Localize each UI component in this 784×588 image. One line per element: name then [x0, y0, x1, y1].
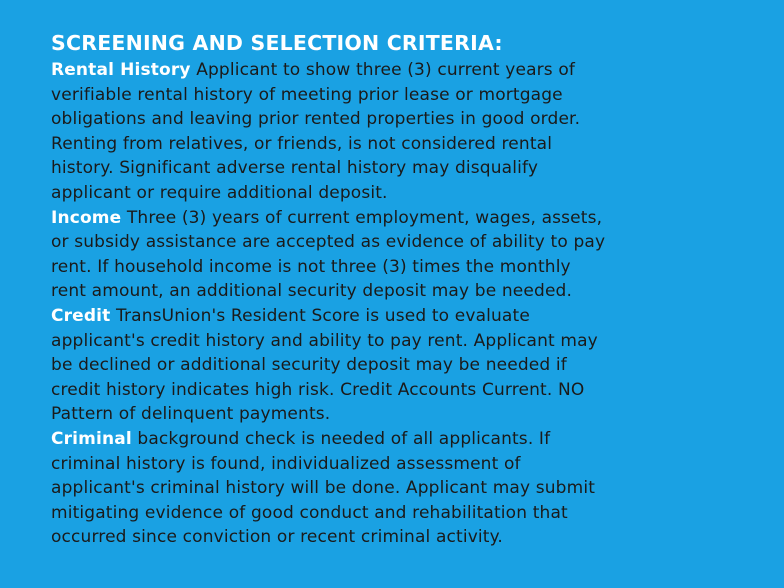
section-income [51, 206, 744, 304]
section-text-line: credit history indicates high risk. Credit Accounts Current. NO [51, 379, 585, 400]
section-text-line: occurred since conviction or recent criminal activity. [51, 527, 503, 548]
section-text-line: Three (3) years of current employment, wages, assets, [126, 207, 603, 228]
section-text-line: background check is needed of all applicants. If [137, 428, 551, 449]
section-text-line: obligations and leaving prior rented properties in good order. [51, 109, 581, 130]
section-label: Rental History [51, 60, 191, 80]
section-text-line: applicant's criminal history will be done. Applicant may submit [51, 478, 596, 499]
section-text-line: Renting from relatives, or friends, is not considered rental [51, 133, 553, 154]
section-text-line: history. Significant adverse rental history may disqualify [51, 158, 539, 179]
section-text-line: Pattern of delinquent payments. [51, 404, 331, 425]
section-text-line: applicant's credit history and ability to pay rent. Applicant may [51, 330, 598, 351]
section-text-line: mitigating evidence of good conduct and rehabilitation that [51, 502, 568, 523]
section-text-line: be declined or additional security deposit may be needed if [51, 355, 567, 376]
section-first-line [51, 206, 744, 231]
section-first-line [51, 427, 744, 452]
section-first-line [51, 58, 744, 83]
section-first-line [51, 304, 744, 329]
section-text-line: applicant or require additional deposit. [51, 182, 388, 203]
section-text-line: rent. If household income is not three (3) times the monthly [51, 256, 571, 277]
document-title: SCREENING AND SELECTION CRITERIA: [51, 31, 503, 55]
section-label: Criminal [51, 428, 132, 449]
section-text-line: Applicant to show three (3) current years of [196, 60, 576, 80]
section-text-line: criminal history is found, individualized assessment of [51, 453, 521, 474]
section-text-line: rent amount, an additional security deposit may be needed. [51, 281, 573, 302]
section-label: Income [51, 207, 122, 228]
section-text-line: TransUnion's Resident Score is used to evaluate [115, 305, 530, 326]
section-text-line: or subsidy assistance are accepted as evidence of ability to pay [51, 232, 606, 253]
section-criminal [51, 427, 744, 550]
section-credit [51, 304, 744, 427]
section-text-line: verifiable rental history of meeting prior lease or mortgage [51, 84, 563, 105]
section-rental-history [51, 58, 744, 206]
section-label: Credit [51, 305, 111, 326]
